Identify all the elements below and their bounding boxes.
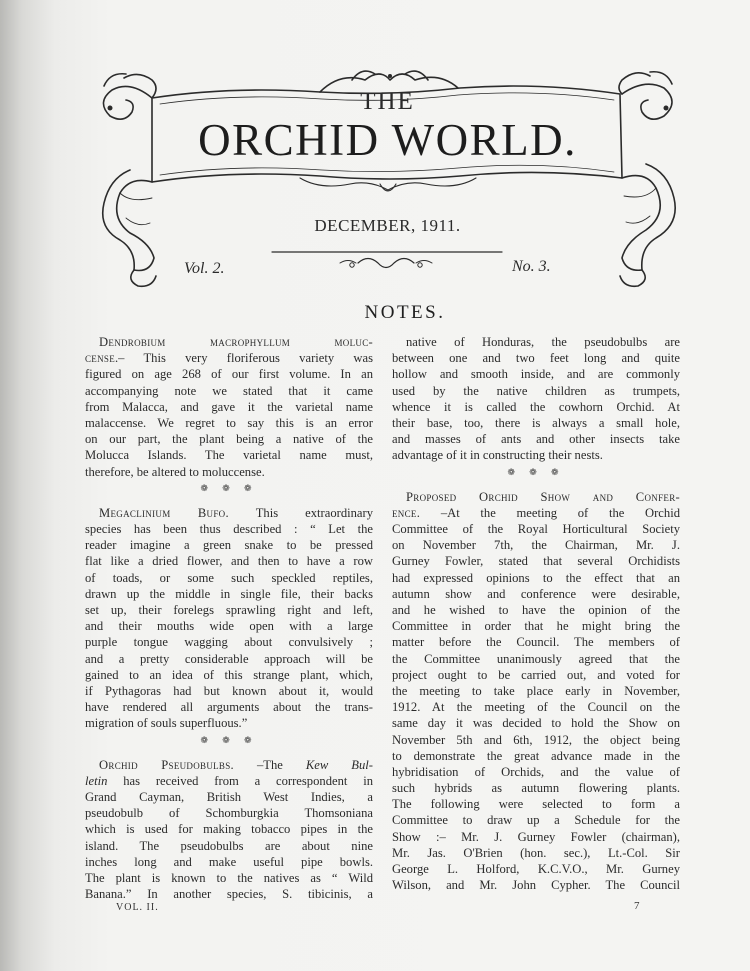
text-line	[392, 447, 680, 463]
text-line	[85, 838, 373, 854]
text-run: 1912. At the meeting of the Council on the	[392, 700, 680, 715]
text-run: flat like a dried flower, and then to have a row	[85, 554, 373, 569]
text-run: species has been thus described : “ Let the	[85, 522, 373, 537]
text-run: used by the native children as trumpets,	[392, 383, 680, 398]
text-run: hybridisation of Orchids, and the value of	[392, 764, 680, 779]
text-line	[85, 447, 373, 463]
text-run: malaccense. We regret to say this is an error	[85, 415, 373, 430]
text-run: Kew Bul-	[305, 757, 373, 772]
text-line	[85, 821, 373, 837]
text-run: figured on age 268 of our first volume. In an	[85, 367, 373, 382]
text-run: drawn up the middle in single file, their backs	[85, 586, 373, 601]
text-line	[85, 773, 373, 789]
text-run: Grand Cayman, British West Indies, a	[85, 790, 373, 805]
text-line	[85, 586, 373, 602]
text-line	[85, 870, 373, 886]
text-run: pseudobulb of Schomburgkia Thomsoniana	[85, 806, 373, 821]
text-line	[85, 366, 373, 382]
text-run: whence it is called the cowhorn Orchid. At	[392, 399, 680, 414]
ornament-divider: ❁ ❁ ❁	[507, 466, 565, 477]
right-column	[392, 334, 680, 893]
paragraph	[85, 334, 373, 480]
text-run: Molucca Islands. The varietal name must,	[85, 448, 373, 463]
text-line	[392, 667, 680, 683]
text-run: Committee in order that he might bring the	[392, 619, 680, 634]
volume-label: Vol. 2.	[184, 260, 225, 277]
text-run: Show :– Mr. J. Gurney Fowler (chairman),	[392, 829, 680, 844]
text-run: such hybrids as autumn flowering plants.	[392, 781, 680, 796]
text-line	[85, 854, 373, 870]
text-line	[85, 399, 373, 415]
text-line	[392, 861, 680, 877]
text-run: from Malacca, and gave it the varietal name	[85, 399, 373, 414]
text-run: and he wished to have the opinion of the	[392, 603, 680, 617]
text-run: Proposed Orchid Show and Confer-	[406, 489, 680, 504]
text-line	[85, 667, 373, 683]
text-run: letin	[85, 773, 108, 788]
text-line	[392, 877, 680, 893]
text-line	[85, 431, 373, 447]
text-run: advantage of it in constructing their nests.	[392, 448, 603, 463]
paragraph	[392, 334, 680, 464]
masthead-the: THE	[360, 88, 415, 115]
ornament-divider: ❁ ❁ ❁	[200, 734, 258, 745]
text-run: Committee of the Royal Horticultural Society	[392, 522, 680, 537]
text-line	[392, 748, 680, 764]
footer-volume: VOL. II.	[116, 902, 159, 913]
text-line	[85, 521, 373, 537]
text-run: migration of souls superfluous.”	[85, 716, 248, 731]
page-number: 7	[634, 900, 640, 912]
text-line	[392, 732, 680, 748]
text-line	[85, 553, 373, 569]
text-line	[392, 570, 680, 586]
text-run: inches long and make useful pipe bowls.	[85, 854, 373, 869]
paragraph	[85, 505, 373, 732]
text-line	[392, 812, 680, 828]
text-line	[85, 683, 373, 699]
left-column	[85, 334, 373, 902]
text-run: project ought to be carried out, and voted for	[392, 667, 680, 682]
masthead	[90, 58, 685, 290]
text-run: The plant is known to the natives as “ Wild	[85, 871, 373, 885]
text-run: matter before the Council. The members of	[392, 635, 680, 650]
issue-date: DECEMBER, 1911.	[314, 216, 461, 235]
text-line	[392, 586, 680, 602]
text-line	[392, 715, 680, 731]
text-run: and their mouths wide open with a large	[85, 619, 373, 634]
text-run: cense	[85, 351, 116, 366]
text-line	[85, 699, 373, 715]
text-run: on our part, the plant being a native of the	[85, 432, 373, 447]
text-line	[392, 334, 680, 350]
text-line	[85, 383, 373, 399]
text-line	[392, 634, 680, 650]
text-run: had expressed opinions to the effect that an	[392, 570, 680, 585]
text-run: which is used for making tobacco pipes in the	[85, 822, 373, 837]
text-line	[392, 764, 680, 780]
text-line	[392, 796, 680, 812]
text-run: ence.	[392, 505, 421, 520]
text-line	[392, 699, 680, 715]
text-run: November 5th and 6th, 1912, the object being	[392, 732, 680, 747]
text-run: Dendrobium macrophyllum moluc-	[99, 335, 373, 349]
text-line	[85, 715, 373, 731]
text-line	[392, 415, 680, 431]
text-run: purple tongue wagging about convulsively ;	[85, 635, 373, 650]
text-line	[392, 553, 680, 569]
text-run: the meeting to take place early in November,	[392, 683, 680, 698]
text-run: therefore, be altered to moluccense.	[85, 464, 265, 479]
text-run: native of Honduras, the pseudobulbs are	[406, 335, 680, 349]
text-line	[85, 651, 373, 667]
text-run: between one and two feet long and quite	[392, 351, 680, 366]
issue-number: No. 3.	[512, 258, 551, 275]
text-line	[392, 829, 680, 845]
text-run: their base, too, there is always a small hole,	[392, 415, 680, 430]
paragraph	[392, 489, 680, 894]
text-run: Orchid Pseudobulbs.	[99, 757, 234, 772]
text-line	[85, 464, 373, 480]
text-line	[392, 683, 680, 699]
text-line	[392, 845, 680, 861]
ornament-divider: ❁ ❁ ❁	[200, 482, 258, 493]
text-run: –At the meeting of the Orchid	[420, 505, 680, 520]
text-line	[85, 886, 373, 902]
text-line	[85, 537, 373, 553]
text-line	[392, 602, 680, 618]
text-run: Mr. Jas. O'Brien (hon. sec.), Lt.-Col. Sir	[392, 845, 680, 860]
publication-title: ORCHID WORLD.	[198, 115, 577, 165]
text-line	[85, 415, 373, 431]
section-heading: NOTES.	[364, 302, 446, 323]
text-line	[392, 505, 680, 521]
text-line	[392, 383, 680, 399]
text-run: and a pretty considerable approach will be	[85, 651, 373, 666]
text-run: This extraordinary	[228, 505, 373, 520]
text-line	[85, 618, 373, 634]
text-line	[85, 570, 373, 586]
text-line	[85, 350, 373, 366]
text-line	[392, 780, 680, 796]
text-line	[392, 366, 680, 382]
text-line	[392, 431, 680, 447]
text-run: the Committee unanimously agreed that the	[392, 651, 680, 666]
text-run: Banana.” In another species, S. tibicinis, a	[85, 887, 373, 902]
text-run: .– This very floriferous variety was	[115, 351, 373, 366]
text-line	[85, 634, 373, 650]
text-run: island. The pseudobulbs are about nine	[85, 838, 373, 853]
text-run: and masses of ants and other insects take	[392, 432, 680, 447]
text-run: reader imagine a green snake to be pressed	[85, 538, 373, 553]
text-run: hollow and smooth inside, and are commonly	[392, 367, 680, 382]
paragraph	[85, 757, 373, 903]
text-run: of toads, or some such speckled reptiles,	[85, 570, 373, 585]
text-run: set up, their forelegs sprawling right and left,	[85, 603, 373, 617]
text-line	[85, 805, 373, 821]
text-line	[392, 521, 680, 537]
text-line	[85, 505, 373, 521]
text-line	[85, 334, 373, 350]
text-line	[85, 789, 373, 805]
text-run: Wilson, and Mr. John Cypher. The Council	[392, 878, 680, 893]
text-run: to demonstrate the great advance made in the	[392, 748, 680, 763]
text-run: if Pythagoras had but known about it, would	[85, 683, 373, 698]
text-run: Gurney Fowler, stated that several Orchidists	[392, 554, 680, 569]
text-run: has received from a correspondent in	[107, 773, 373, 788]
text-line	[85, 602, 373, 618]
text-line	[392, 618, 680, 634]
text-line	[392, 651, 680, 667]
text-line	[392, 537, 680, 553]
text-run: have rendered all arguments about the trans-	[85, 700, 373, 715]
text-run: same day it was decided to hold the Show on	[392, 716, 680, 731]
text-line	[392, 399, 680, 415]
text-run: accompanying note we stated that it came	[85, 383, 373, 398]
text-run: Megaclinium Bufo.	[99, 505, 229, 520]
text-run: The following were selected to form a	[392, 797, 680, 812]
text-line	[85, 757, 373, 773]
text-run: on November 7th, the Chairman, Mr. J.	[392, 538, 680, 553]
text-run: gained to an idea of this strange plant, which,	[85, 667, 373, 682]
text-run: George L. Holford, K.C.V.O., Mr. Gurney	[392, 862, 680, 876]
text-run: Committee to draw up a Schedule for the	[392, 813, 680, 828]
text-run: –The	[233, 757, 306, 772]
text-line	[392, 489, 680, 505]
text-line	[392, 350, 680, 366]
text-run: autumn show and conference were desirable,	[392, 586, 680, 601]
